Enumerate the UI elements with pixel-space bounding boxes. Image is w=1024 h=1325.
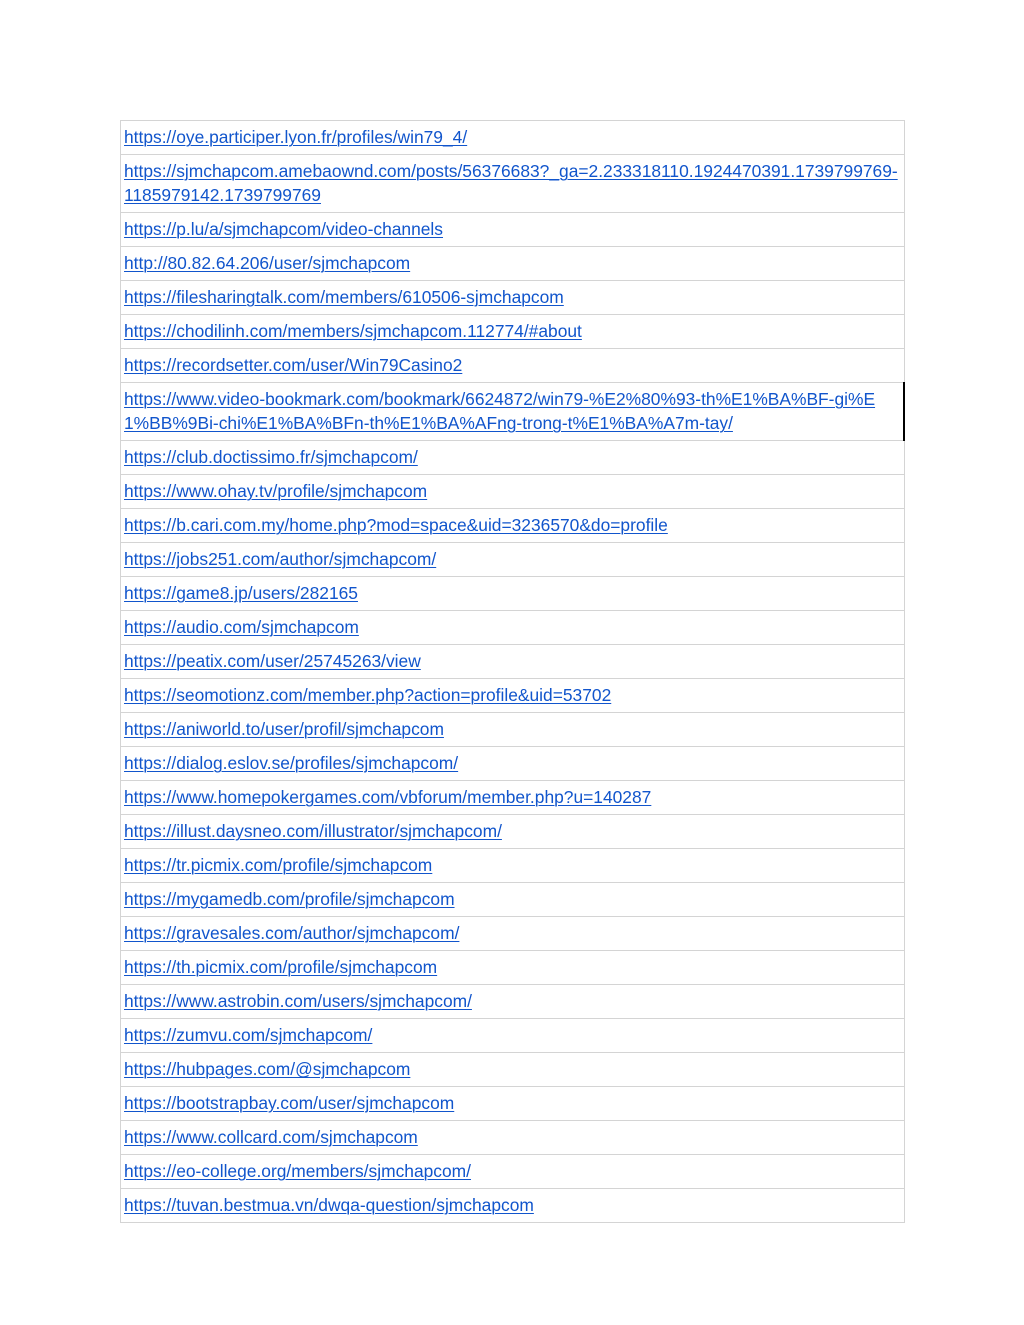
table-cell	[121, 849, 905, 883]
table-cell	[121, 781, 905, 815]
table-cell	[121, 1087, 905, 1121]
table-row	[121, 349, 905, 383]
table-cell	[121, 883, 905, 917]
table-cell	[121, 155, 905, 213]
table-cell	[121, 247, 905, 281]
profile-link[interactable]: https://b.cari.com.my/home.php?mod=space&uid=3236570&do=profile	[124, 515, 668, 535]
table-cell	[121, 611, 905, 645]
table-row	[121, 611, 905, 645]
table-row	[121, 383, 905, 441]
table-cell	[121, 577, 905, 611]
profile-link[interactable]: https://aniworld.to/user/profil/sjmchapcom	[124, 719, 444, 739]
table-row	[121, 883, 905, 917]
profile-link[interactable]: https://mygamedb.com/profile/sjmchapcom	[124, 889, 455, 909]
profile-link[interactable]: https://www.video-bookmark.com/bookmark/6624872/win79-%E2%80%93-th%E1%BA%BF-gi%E1%BB%9Bi-chi%E1%BA%BFn-th%E1%BA%AFng-trong-t%E1%BA%A7m-tay/	[124, 389, 876, 433]
table-cell	[121, 917, 905, 951]
table-row	[121, 1019, 905, 1053]
profile-link[interactable]: https://chodilinh.com/members/sjmchapcom.112774/#about	[124, 321, 582, 341]
table-cell	[121, 475, 905, 509]
table-cell	[121, 121, 905, 155]
table-cell	[121, 543, 905, 577]
table-row	[121, 543, 905, 577]
table-row	[121, 713, 905, 747]
profile-link[interactable]: https://www.astrobin.com/users/sjmchapcom/	[124, 991, 472, 1011]
table-cell	[121, 747, 905, 781]
profile-link[interactable]: https://filesharingtalk.com/members/610506-sjmchapcom	[124, 287, 564, 307]
table-row	[121, 121, 905, 155]
profile-link[interactable]: https://recordsetter.com/user/Win79Casino2	[124, 355, 463, 375]
profile-link[interactable]: http://80.82.64.206/user/sjmchapcom	[124, 253, 411, 273]
profile-link[interactable]: https://illust.daysneo.com/illustrator/sjmchapcom/	[124, 821, 502, 841]
table-cell	[121, 815, 905, 849]
profile-link[interactable]: https://p.lu/a/sjmchapcom/video-channels	[124, 219, 443, 239]
table-cell	[121, 213, 905, 247]
table-row	[121, 281, 905, 315]
table-cell	[121, 383, 905, 441]
table-cell	[121, 1053, 905, 1087]
table-cell	[121, 1155, 905, 1189]
table-cell	[121, 985, 905, 1019]
profile-link[interactable]: https://tr.picmix.com/profile/sjmchapcom	[124, 855, 433, 875]
table-row	[121, 917, 905, 951]
profile-link[interactable]: https://peatix.com/user/25745263/view	[124, 651, 421, 671]
profile-link[interactable]: https://tuvan.bestmua.vn/dwqa-question/sjmchapcom	[124, 1195, 534, 1215]
profile-link[interactable]: https://club.doctissimo.fr/sjmchapcom/	[124, 447, 418, 467]
profile-link[interactable]: https://jobs251.com/author/sjmchapcom/	[124, 549, 437, 569]
table-row	[121, 781, 905, 815]
table-row	[121, 441, 905, 475]
table-cell	[121, 679, 905, 713]
table-row	[121, 815, 905, 849]
table-row	[121, 747, 905, 781]
profile-link[interactable]: https://oye.participer.lyon.fr/profiles/win79_4/	[124, 127, 468, 147]
table-cell	[121, 441, 905, 475]
profile-link[interactable]: https://www.collcard.com/sjmchapcom	[124, 1127, 418, 1147]
link-table	[120, 120, 905, 1223]
table-row	[121, 1053, 905, 1087]
profile-link[interactable]: https://seomotionz.com/member.php?action=profile&uid=53702	[124, 685, 612, 705]
table-row	[121, 155, 905, 213]
table-row	[121, 1189, 905, 1223]
profile-link[interactable]: https://eo-college.org/members/sjmchapcom/	[124, 1161, 471, 1181]
table-cell	[121, 951, 905, 985]
profile-link[interactable]: https://www.ohay.tv/profile/sjmchapcom	[124, 481, 428, 501]
profile-link[interactable]: https://www.homepokergames.com/vbforum/member.php?u=140287	[124, 787, 652, 807]
profile-link[interactable]: https://hubpages.com/@sjmchapcom	[124, 1059, 411, 1079]
table-row	[121, 1155, 905, 1189]
table-row	[121, 577, 905, 611]
profile-link[interactable]: https://audio.com/sjmchapcom	[124, 617, 359, 637]
table-cell	[121, 315, 905, 349]
table-row	[121, 849, 905, 883]
profile-link[interactable]: https://bootstrapbay.com/user/sjmchapcom	[124, 1093, 455, 1113]
table-cell	[121, 509, 905, 543]
profile-link[interactable]: https://zumvu.com/sjmchapcom/	[124, 1025, 373, 1045]
table-cell	[121, 1121, 905, 1155]
table-row	[121, 679, 905, 713]
profile-link[interactable]: https://sjmchapcom.amebaownd.com/posts/56376683?_ga=2.233318110.1924470391.1739799769-1185979142.1739799769	[124, 161, 898, 205]
table-cell	[121, 645, 905, 679]
table-row	[121, 509, 905, 543]
table-row	[121, 985, 905, 1019]
table-cell	[121, 1019, 905, 1053]
table-row	[121, 213, 905, 247]
table-row	[121, 1121, 905, 1155]
table-cell	[121, 349, 905, 383]
profile-link[interactable]: https://th.picmix.com/profile/sjmchapcom	[124, 957, 438, 977]
table-row	[121, 1087, 905, 1121]
profile-link[interactable]: https://gravesales.com/author/sjmchapcom/	[124, 923, 460, 943]
profile-link[interactable]: https://dialog.eslov.se/profiles/sjmchapcom/	[124, 753, 459, 773]
table-cell	[121, 1189, 905, 1223]
table-row	[121, 315, 905, 349]
profile-link[interactable]: https://game8.jp/users/282165	[124, 583, 358, 603]
table-row	[121, 475, 905, 509]
table-row	[121, 247, 905, 281]
table-row	[121, 951, 905, 985]
table-row	[121, 645, 905, 679]
table-cell	[121, 281, 905, 315]
table-cell	[121, 713, 905, 747]
